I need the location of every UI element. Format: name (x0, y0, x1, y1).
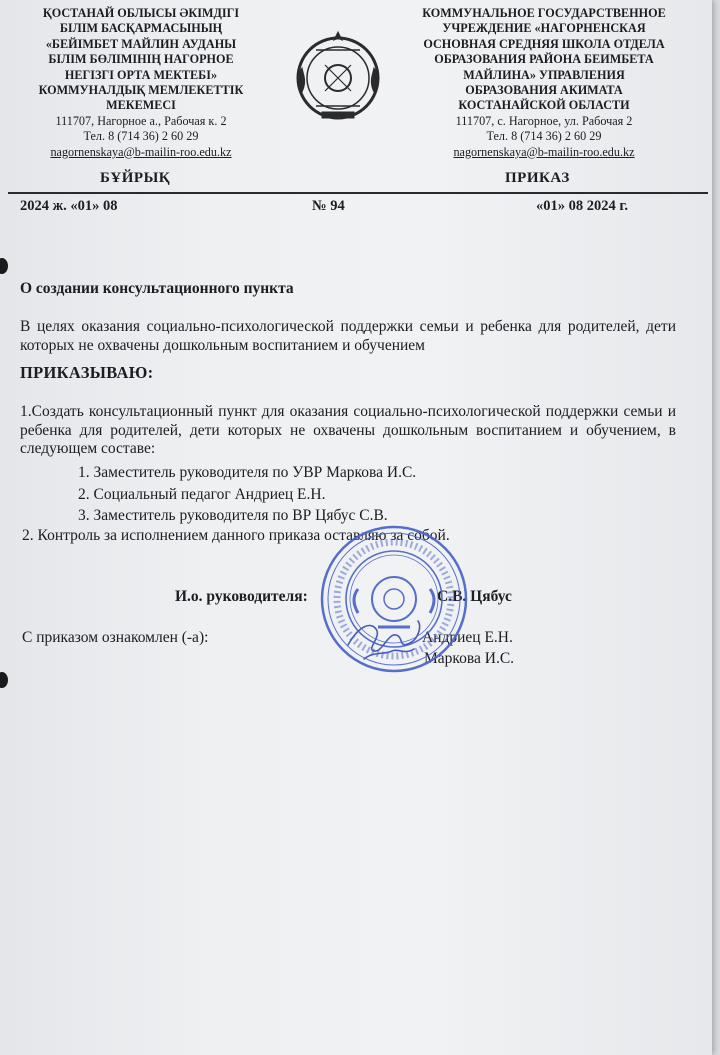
punch-hole (0, 672, 8, 688)
header-line: КОММУНАЛДЫҚ МЕМЛЕКЕТТІК (38, 83, 244, 98)
header-line: ОБРАЗОВАНИЯ АКИМАТА (465, 83, 623, 98)
header-left-kz (16, 6, 266, 160)
date-ru: «01» 08 2024 г. (536, 198, 628, 214)
header-phone: Тел. 8 (714 36) 2 60 29 (83, 129, 199, 144)
item-1-text: 1.Создать консультационный пункт для оказания социально-психологической поддержки семьи и ребенка для родителей, дети которых не охвачены дошкольным воспитанием и обучением, в следующем составе: (20, 403, 676, 457)
order-title: О создании консультационного пункта (20, 280, 294, 297)
header-email-link[interactable]: nagornenskaya@b-mailin-roo.edu.kz (453, 144, 635, 159)
acquainted-label: С приказом ознакомлен (-а): (22, 629, 209, 646)
header-right-ru (418, 6, 670, 160)
signatory-name: С.В. Цябус (437, 588, 512, 605)
official-seal-icon (318, 523, 470, 675)
header-line: МЕКЕМЕСІ (106, 98, 176, 113)
order-number: № 94 (312, 198, 345, 214)
signatory-title: И.о. руководителя: (175, 588, 308, 605)
header-phone: Тел. 8 (714 36) 2 60 29 (486, 129, 602, 144)
item-2-text: 2. Контроль за исполнением данного приказа оставляю за собой. (22, 527, 450, 544)
state-emblem-icon (292, 28, 384, 124)
header-line: БІЛІМ БАСҚАРМАСЫНЫҢ (59, 21, 223, 36)
member-1: 1. Заместитель руководителя по УВР Маркова И.С. (78, 464, 417, 481)
preamble-text: В целях оказания социально-психологической поддержки семьи и ребенка для родителей, дети которых не охвачены дошкольным воспитанием и обучением (20, 318, 676, 354)
header-divider (8, 192, 708, 194)
header-email-link[interactable]: nagornenskaya@b-mailin-roo.edu.kz (50, 144, 232, 159)
header-line: КОММУНАЛЬНОЕ ГОСУДАРСТВЕННОЕ (422, 6, 666, 20)
member-3: 3. Заместитель руководителя по ВР Цябус С.В. (78, 507, 388, 524)
header-line: «БЕЙІМБЕТ МАЙЛИН АУДАНЫ (45, 36, 237, 51)
header-line: МАЙЛИНА» УПРАВЛЕНИЯ (463, 67, 625, 82)
header-address: 111707, Нагорное а., Рабочая к. 2 (55, 113, 227, 128)
date-kz: 2024 ж. «01» 08 (20, 198, 118, 214)
doc-type-kz: БҰЙРЫҚ (100, 170, 171, 186)
order-word: ПРИКАЗЫВАЮ: (20, 363, 154, 382)
header-line: ОСНОВНАЯ СРЕДНЯЯ ШКОЛА ОТДЕЛА (423, 36, 665, 51)
header-line: УЧРЕЖДЕНИЕ «НАГОРНЕНСКАЯ (442, 21, 646, 36)
header-line: БІЛІМ БӨЛІМІНІҢ НАГОРНОЕ (48, 52, 234, 67)
header-line: КОСТАНАЙСКОЙ ОБЛАСТИ (458, 98, 630, 113)
header-line: ҚОСТАНАЙ ОБЛЫСЫ ӘКІМДІГІ (42, 6, 240, 20)
member-2: 2. Социальный педагог Андриец Е.Н. (78, 486, 326, 503)
acquainted-name-2: Маркова И.С. (424, 650, 515, 667)
acquainted-name-1: Андриец Е.Н. (422, 629, 513, 646)
header-line: ОБРАЗОВАНИЯ РАЙОНА БЕИМБЕТА (434, 52, 654, 67)
header-address: 111707, с. Нагорное, ул. Рабочая 2 (455, 113, 633, 128)
header-line: НЕГІЗГІ ОРТА МЕКТЕБІ» (64, 67, 218, 82)
doc-type-ru: ПРИКАЗ (505, 170, 570, 186)
punch-hole (0, 258, 8, 274)
